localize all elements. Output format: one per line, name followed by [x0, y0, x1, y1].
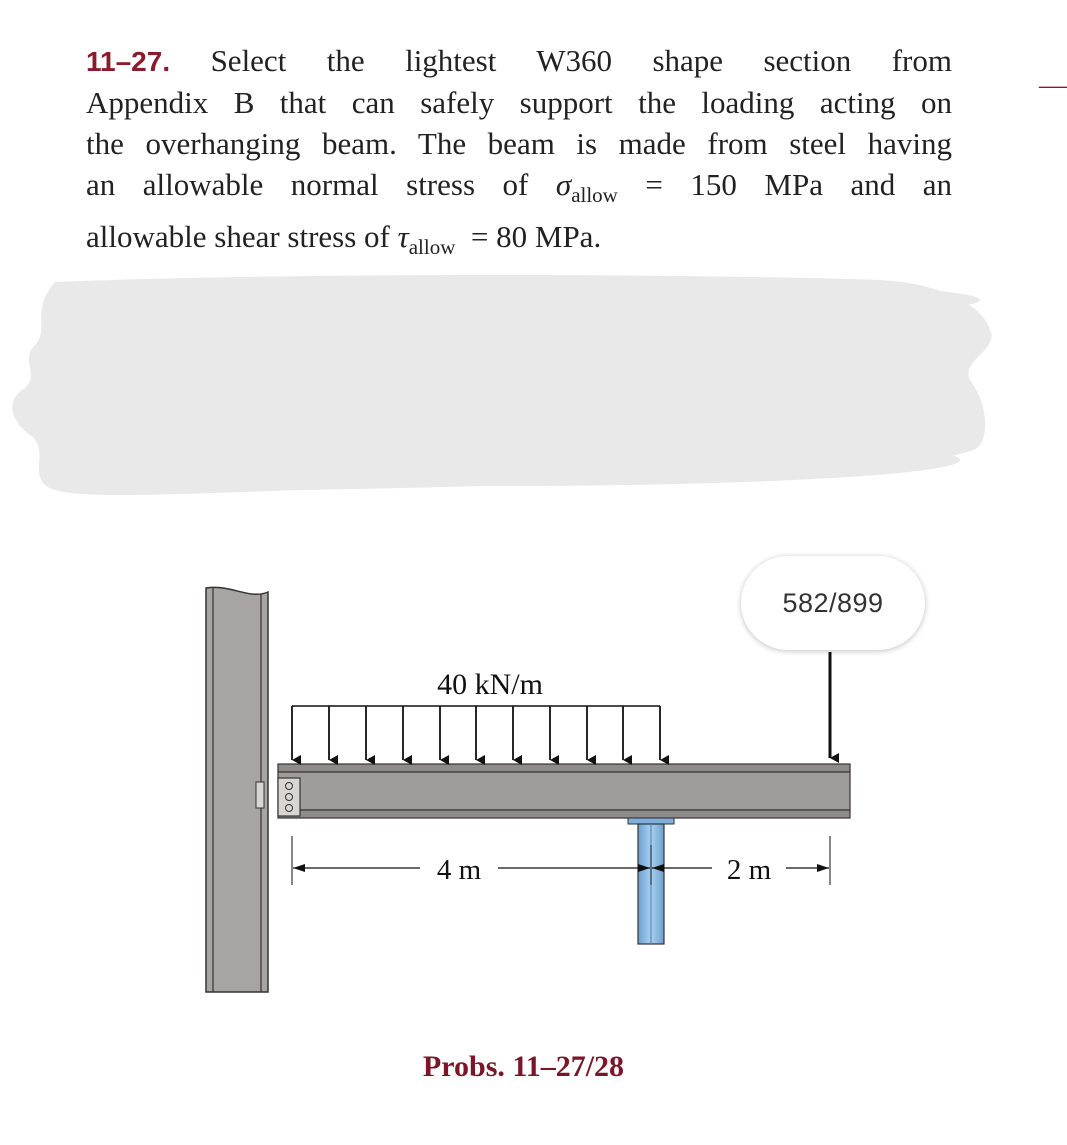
problem-statement: [86, 40, 952, 268]
problem-line-2: Appendix B that can safely support the loading acting on: [86, 85, 952, 120]
figure-caption: Probs. 11–27/28: [422, 1050, 625, 1083]
page-indicator-text: 582/899: [782, 587, 884, 618]
problem-text-1: Select the lightest W360 shape section from: [210, 43, 952, 78]
problem-line-5: [86, 216, 952, 268]
problem-line-4: [86, 164, 952, 216]
problem-number: 11–27.: [86, 46, 171, 77]
span-right-label: 2 m: [726, 854, 772, 886]
problem-line-3: the overhanging beam. The beam is made from steel having: [86, 126, 952, 161]
distributed-load-label: 40 kN/m: [437, 668, 543, 701]
sigma-symbol: σ: [555, 167, 572, 202]
shear-stress-value: = 80 MPa.: [470, 219, 602, 254]
redaction-scribble: [0, 270, 1047, 510]
tau-subscript: allow: [408, 235, 456, 259]
problem-line-1: [86, 40, 952, 82]
sigma-subscript: allow: [571, 183, 618, 207]
tau-symbol: τ: [397, 219, 409, 254]
normal-stress-value: = 150 MPa and an: [645, 167, 953, 202]
distributed-load: [292, 668, 660, 760]
dimension-lines: [292, 836, 830, 886]
span-left-label: 4 m: [436, 854, 482, 886]
shear-stress-text: allowable shear stress of: [86, 219, 390, 254]
cropped-edge-mark: —: [1039, 70, 1067, 101]
i-beam: [278, 764, 850, 818]
normal-stress-text: an allowable normal stress of: [86, 167, 529, 202]
